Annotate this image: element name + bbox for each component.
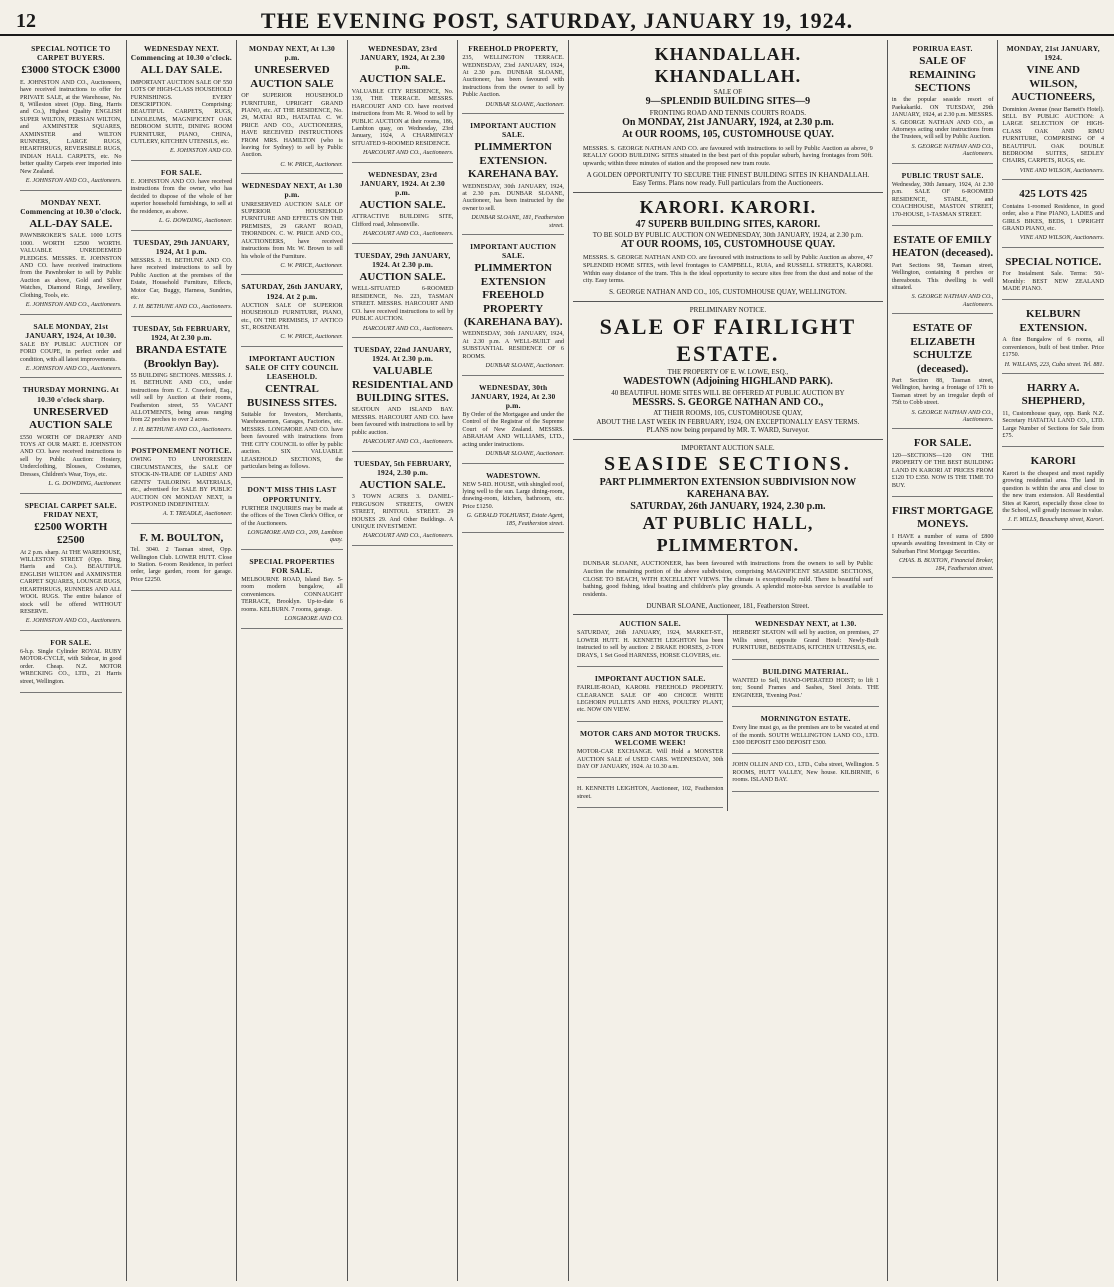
ad-signature: DUNBAR SLOANE, Auctioneer. — [485, 101, 564, 108]
advertisement — [131, 234, 233, 317]
ad-line: WADESTOWN (Adjoining HIGHLAND PARK). — [623, 376, 833, 388]
ad-title: ESTATE OF EMILY HEATON (deceased). — [892, 233, 994, 260]
ad-heading: SATURDAY, 26th JANUARY, 1924. At 2 p.m. — [241, 282, 343, 301]
advertisement — [732, 757, 878, 791]
ad-line: AT OUR ROOMS, 105, CUSTOMHOUSE QUAY. — [620, 239, 836, 251]
ad-heading: MOTOR CARS AND MOTOR TRUCKS. WELCOME WEEK! — [579, 728, 721, 747]
newspaper-title: THE EVENING POST, SATURDAY, JANUARY 19, 1924. — [260, 8, 854, 33]
ad-title: £2500 WORTH £2500 — [34, 520, 108, 547]
advertisement — [577, 781, 723, 808]
ad-title: UNRESERVED AUCTION SALE — [250, 64, 334, 90]
ad-body: 11, Customhouse quay, opp. Bank N.Z. Secretary HATAITAI LAND CO., LTD. Large Number of Sections for Sale from £75. — [1002, 410, 1105, 440]
ad-heading: SPECIAL NOTICE TO CARPET BUYERS. — [31, 44, 111, 63]
ad-signature: DUNBAR SLOANE, Auctioneer. — [485, 451, 564, 458]
ad-signature: S. GEORGE NATHAN AND CO., 105, CUSTOMHOUSE QUAY, WELLINGTON. — [609, 288, 847, 297]
ad-line: PART PLIMMERTON EXTENSION SUBDIVISION NOW KAREHANA BAY. — [599, 476, 857, 501]
ad-heading: DON'T MISS THIS LAST OPPORTUNITY. — [247, 485, 337, 504]
karori-ad — [573, 193, 883, 302]
advertisement — [352, 247, 454, 338]
ad-headline: KHANDALLAH. KHANDALLAH. — [654, 44, 802, 86]
ad-body: JOHN OLLIN AND CO., LTD., Cuba street, Wellington. 5 ROOMS, HUTT VALLEY, New house. KILBIRNIE, 6 rooms. ISLAND BAY. — [732, 762, 879, 784]
ad-signature: C. W. PRICE, Auctioneer. — [280, 262, 343, 269]
ad-headline: SALE OF FAIRLIGHT ESTATE. — [599, 314, 857, 367]
ad-title: ALL-DAY SALE. — [29, 217, 113, 230]
ad-title: AUCTION SALE. — [359, 199, 446, 212]
advertisement — [352, 40, 454, 163]
advertisement — [892, 500, 994, 578]
advertisement — [352, 341, 454, 452]
ad-signature: LONGMORE AND CO., 209, Lambton quay. — [247, 529, 343, 544]
ad-heading: TUESDAY, 5th FEBRUARY, 1924, At 2.30 p.m. — [132, 323, 231, 342]
ad-heading: THURSDAY MORNING. At 10.30 o'clock sharp. — [22, 385, 119, 404]
seaside-sections-ad — [573, 440, 883, 615]
ad-body: SALE BY PUBLIC AUCTION OF FORD COUPE, in perfect order and condition, with all latest improvements. — [20, 341, 122, 363]
ad-signature: VINE AND WILSON, Auctioneers. — [1019, 167, 1105, 174]
ad-heading: SPECIAL PROPERTIES FOR SALE. — [249, 556, 335, 575]
ad-title: HARRY A. SHEPHERD, — [1021, 381, 1085, 408]
advertisement — [131, 164, 233, 231]
ad-body: MESSRS. J. H. BETHUNE AND CO. have received instructions to sell by Public Auction at the premises of the Estate, Household Furniture, Effects, Motor Car, Buggy, Harness, Sundries, etc. — [130, 257, 233, 301]
ad-heading: FOR SALE. — [160, 167, 202, 177]
ad-heading: MONDAY, 21st JANUARY, 1924. — [1006, 44, 1100, 63]
advertisement — [462, 379, 564, 464]
ad-body: Suitable for Investors, Merchants, Warehousemen, Garages, Factories, etc. MESSRS. LONGMORE AND CO. have been favoured with instructions from THE CITY COUNCIL to offer by public auction. SIX VALUABLE LEASEHOLD SECTIONS, the particulars being as follows. — [241, 412, 343, 470]
ad-heading: TUESDAY, 29th JANUARY, 1924, At 1 p.m. — [133, 237, 230, 256]
ad-signature: J. H. BETHUNE AND CO., Auctioneers. — [132, 304, 233, 311]
ad-body: FAIRLIE-ROAD, KARORI. FREEHOLD PROPERTY. CLEARANCE SALE OF 400 CHOICE WHITE LEGHORN PULLETS AND HENS, POULTRY PLANT, etc. NOW ON VIEW. — [576, 685, 724, 714]
advertisement — [732, 615, 878, 659]
ad-body: SEATOUN AND ISLAND BAY. MESSRS. HARCOURT AND CO. have been favoured with instructions to sell by public auction. — [351, 407, 454, 436]
ad-heading: FREEHOLD PROPERTY, — [468, 44, 559, 53]
ad-signature: DUNBAR SLOANE, Auctioneer. — [485, 363, 564, 370]
ad-body: in the popular seaside resort of Paekakariki. ON TUESDAY, 29th JANUARY, 1924, at 2.30 p.m. MESSRS. S. GEORGE NATHAN AND CO., as Attorneys acting under instructions from the Trustees, will sell by Public Auction. — [891, 97, 994, 141]
advertisement — [20, 318, 122, 379]
ad-line: A GOLDEN OPPORTUNITY TO SECURE THE FINEST BUILDING SITES IN KHANDALLAH. — [586, 170, 870, 179]
ad-heading: WEDNESDAY NEXT, At 1.30 p.m. — [241, 181, 343, 200]
ad-body: Every line must go, as the premises are to be vacated at end of the month. SOUTH WELLINGTON LAND CO., LTD. £300 DEPOSIT £300 DEPOSIT £300. — [732, 725, 879, 746]
ad-body: By Order of the Mortgagee and under the Control of the Registrar of the Supreme Court of New Zealand. MESSRS. ABRAHAM AND WILLIAMS, LTD., acting under instructions. — [462, 411, 564, 448]
ad-signature: HARCOURT AND CO., Auctioneers. — [362, 325, 454, 332]
ad-body: Part Sections 98, Tasman street, Wellington, containing 8 perches or thereabouts. This dwelling is well situated. — [891, 262, 994, 292]
ad-body: £550 WORTH OF DRAPERY AND TOYS AT OUR MART. E. JOHNSTON AND CO. have received instructions to sell by Public Auction: Hosiery, Underclothing, Blouses, Costumes, Dresses, Children's Wear, Toys, etc. — [20, 434, 122, 478]
ad-line: THE PROPERTY OF E. W. LOWE, ESQ., — [667, 367, 789, 376]
ad-body: MESSRS. S. GEORGE NATHAN AND CO. are favoured with instructions to sell by Public Auction as above, 47 SPLENDID HOME SITES, with level frontages to CAMPBELL, RUIA, and RUSSELL STREETS, KARORI. Within easy distance of the tram. This is the ideal opportunity to secure sites free from the dust and noise of the city. Easy terms. — [582, 254, 873, 285]
ad-line: At OUR ROOMS, 105, CUSTOMHOUSE QUAY. — [621, 129, 834, 141]
column-4 — [348, 40, 459, 1281]
advertisement — [462, 467, 564, 534]
column-1 — [16, 40, 127, 1281]
ad-signature: S. GEORGE NATHAN AND CO., Auctioneers. — [911, 294, 994, 308]
ad-body: Karori is the cheapest and most rapidly growing residential area. The land in question is within the area and close to the new tram extension. All Residential Sites at Karori, especially those close to the School, will greatly increase in value. — [1002, 470, 1105, 514]
ad-headline: KARORI. KARORI. — [639, 196, 817, 217]
advertisement — [241, 177, 343, 275]
ad-title: FOR SALE. — [913, 437, 972, 450]
wide-split-columns — [573, 615, 883, 811]
ad-heading: MONDAY NEXT, At 1.30 p.m. — [248, 44, 335, 63]
ad-body: H. KENNETH LEIGHTON, Auctioneer, 102, Featherston street. — [576, 786, 724, 800]
ad-body: FURTHER INQUIRIES may be made at the offices of the Town Clerk's Office, or of the Auctioneers. — [241, 505, 343, 527]
ad-signature: A. T. TREADLE, Auctioneer. — [162, 511, 233, 518]
ad-line: AT PUBLIC HALL, PLIMMERTON. — [642, 513, 814, 556]
ad-line: PLANS now being prepared by MR. T. WARD, Surveyor. — [646, 426, 810, 435]
ad-body: At 2 p.m. sharp. At THE WAREHOUSE, WILLESTON STREET (Opp. Bing, Harris and Co.). BEAUTIFUL ENGLISH WILTON and AXMINSTER CARPET SQUARES, LOUNGE RUGS, HEARTHRUGS, RUNNERS AND ALL WOOL RUGS. The entire balance of stock will be offered WITHOUT RESERVE. — [20, 549, 122, 615]
ad-body: A fine Bungalow of 6 rooms, all conveniences, built of best timber. Price £1750. — [1002, 337, 1105, 359]
ad-signature: HARCOURT AND CO., Auctioneers. — [362, 150, 454, 157]
advertisement — [20, 497, 122, 631]
ad-body: SATURDAY, 26th JANUARY, 1924, MARKET-ST., LOWER HUTT. H. KENNETH LEIGHTON has been instructed to sell by auction: 2 BRAKE HORSES, 2-TON DRAYS, 1 Set Good HARNESS, HORSE CLOVERS, etc. — [576, 630, 724, 659]
ad-signature: C. W. PRICE, Auctioneer. — [280, 334, 343, 341]
ad-line: 47 SUPERB BUILDING SITES, KARORI. — [635, 218, 821, 230]
ad-heading: BUILDING MATERIAL. — [762, 666, 849, 676]
ad-body: Tel. 3040. 2 Tasman street, Opp. Wellington Club. LOWER HUTT. Close to Station. 6-room Residence, in perfect order, large garden, room for garage. Price £2250. — [130, 547, 233, 583]
advertisement — [892, 432, 994, 497]
ad-signature: E. JOHNSTON AND CO., Auctioneers. — [25, 178, 122, 185]
ad-title: AUCTION SALE. — [359, 73, 446, 86]
ad-line: SALE OF — [713, 87, 742, 96]
ad-body: OWING TO UNFORESEEN CIRCUMSTANCES, the SALE OF STOCK-IN-TRADE OF LADIES' AND GENTS' TAILORING MATERIALS, etc., advertised for SALE BY PUBLIC AUCTION ON MONDAY NEXT, is POSTPONED INDEFINITELY. — [130, 457, 233, 508]
advertisement — [577, 615, 723, 667]
advertisement — [241, 40, 343, 174]
ad-body: WANTED to Sell, HAND-OPERATED HOIST; to lift 1 ton; Sound Frames and Sashes, Steel Joists. THE ENGINEER, 'Evening Post.' — [732, 677, 879, 699]
advertisement — [732, 710, 878, 754]
ad-heading: WEDNESDAY NEXT, at 1.30. — [754, 619, 857, 629]
wide-advertisement-block — [569, 40, 888, 1281]
advertisement — [352, 455, 454, 546]
ad-heading: IMPORTANT AUCTION SALE. — [470, 121, 557, 140]
advertisement — [1002, 450, 1104, 529]
ad-title: KARORI — [1030, 455, 1076, 468]
ad-heading: WEDNESDAY NEXT. Commencing at 10.30 o'clock. — [130, 44, 232, 63]
column-8 — [998, 40, 1108, 1281]
ad-signature: J. H. BETHUNE AND CO., Auctioneers. — [132, 426, 233, 433]
advertisement — [462, 117, 564, 235]
ad-title: VALUABLE RESIDENTIAL AND BUILDING SITES. — [351, 365, 454, 405]
ad-heading: POSTPONEMENT NOTICE. — [131, 446, 232, 456]
ad-title: AUCTION SALE. — [359, 478, 446, 491]
ad-title: F. M. BOULTON, — [139, 531, 224, 544]
ad-body: MOTOR-CAR EXCHANGE. Will Hold a MONSTER AUCTION SALE of USED CARS. WEDNESDAY, 30th DAY OF JANUARY, 1924. At 10.30 a.m. — [576, 749, 724, 770]
ad-line: On MONDAY, 21st JANUARY, 1924, at 2.30 p.m. — [622, 117, 834, 129]
ad-heading: IMPORTANT AUCTION SALE. — [594, 674, 706, 684]
ad-signature: HARCOURT AND CO., Auctioneers. — [362, 533, 454, 540]
advertisement — [1002, 251, 1104, 301]
ad-heading: MONDAY NEXT. Commencing at 10.30 o'clock. — [20, 197, 122, 216]
advertisement — [131, 527, 233, 592]
ad-title: AUCTION SALE. — [359, 271, 446, 283]
ad-line: ABOUT THE LAST WEEK IN FEBRUARY, 1924, ON EXCEPTIONALLY EASY TERMS. — [596, 417, 860, 426]
ad-signature: L. G. DOWDING, Auctioneer. — [159, 218, 233, 225]
column-7 — [888, 40, 999, 1281]
ad-body: UNRESERVED AUCTION SALE OF SUPERIOR HOUSEHOLD FURNITURE AND EFFECTS ON THE PREMISES, 29 GRANT ROAD, THORNDON. C. W. PRICE AND CO., AUCTIONEERS, have received instructions from Mr. W. Brown to sell his whole of the Furniture. — [241, 201, 343, 260]
ad-signature: G. GERALD TOLHURST, Estate Agent, 185, Featherston street. — [466, 513, 564, 527]
ad-heading: WEDNESDAY, 23rd JANUARY, 1924, At 2.30 p.m. — [360, 44, 445, 72]
ad-signature: HARCOURT AND CO., Auctioneers. — [362, 439, 454, 446]
ad-signature: S. GEORGE NATHAN AND CO., Auctioneers. — [911, 409, 994, 424]
advertisement — [241, 350, 343, 479]
ad-signature: CHAS. B. BUXTON, Financial Broker, 184, Featherston street. — [898, 558, 994, 572]
ad-body: E. JOHNSTON AND CO., Auctioneers, have received instructions to offer for PRIVATE SALE, at the Warehouse, No. 8, Willeston street (Opp. Bing, Harris and Co.), Highest Quality ENGLISH SUPER WILTON, PERSIAN WILTON, and AXMINSTER SQUARES, AXMINSTER and WILTON RUNNERS, LARGE RUGS, HEARTHRUGS, REVERSIBLE RUGS, INDIAN HALL CARPETS, etc. No better quality Carpets ever imported into New Zealand. — [20, 79, 122, 175]
ad-title: BRANDA ESTATE (Brooklyn Bay). — [135, 344, 227, 370]
ad-title: FIRST MORTGAGE MONEYS. — [892, 505, 994, 531]
advertisement — [577, 725, 723, 779]
advertisement — [131, 320, 233, 439]
ad-line: SATURDAY, 26th JANUARY, 1924, 2.30 p.m. — [630, 501, 826, 513]
ad-body: 120—SECTIONS—120 ON THE PROPERTY OF THE BEST BUILDING LAND IN KARORI AT PRICES FROM £120 TO £350. NOW IS THE TIME TO BUY. — [891, 452, 994, 489]
ad-signature: S. GEORGE NATHAN AND CO., Auctioneers. — [911, 143, 994, 158]
ad-line: 40 BEAUTIFUL HOME SITES WILL BE OFFERED AT PUBLIC AUCTION BY — [611, 388, 845, 397]
advertisement — [131, 442, 233, 524]
ad-body: ATTRACTIVE BUILDING SITE, Clifford road, Johnsonville. — [351, 214, 454, 228]
ad-body: PAWNBROKER'S SALE. 1000 LOTS 1000. WORTH £2500 WORTH. VALUABLE UNREDEEMED PLEDGES. MESSRS. E. JOHNSTON AND CO. have received instructions from the Pawnbroker to sell by Public Auction as above, Gold and Silver Watches, Diamond Rings, Jewellery, Clothing, Tools, etc. — [20, 233, 122, 299]
ad-title: VINE AND WILSON, AUCTIONEERS, — [1011, 64, 1095, 104]
ad-body: 55 BUILDING SECTIONS. MESSRS. J. H. BETHUNE AND CO., under instructions from C. J. Crawford, Esq., will sell by Auction at their rooms, Featherston street, 55 VACANT ALLOTMENTS, being areas ranging from 22 perches to over 2 acres. — [130, 372, 233, 424]
ad-body: AUCTION SALE OF SUPERIOR HOUSEHOLD FURNITURE, PIANO, etc., ON THE PREMISES, 17 ANTICO ST., ROSENEATH. — [241, 302, 343, 331]
masthead — [0, 0, 1114, 36]
ad-heading: IMPORTANT AUCTION SALE OF CITY COUNCIL LEASEHOLD. — [245, 353, 339, 382]
advertisement — [732, 663, 878, 707]
ad-signature: E. JOHNSTON AND CO., Auctioneers. — [25, 302, 122, 309]
ad-signature: DUNBAR SLOANE, Auctioneer, 181, Featherston Street. — [646, 601, 810, 610]
ad-heading: AUCTION SALE. — [619, 619, 681, 629]
ad-signature: E. JOHNSTON AND CO. — [169, 148, 233, 155]
advertisement — [352, 166, 454, 244]
wide-left-column — [573, 615, 728, 811]
ad-title: £3000 STOCK £3000 — [21, 64, 121, 77]
advertisement — [1002, 377, 1104, 448]
advertisement — [20, 381, 122, 493]
advertisement — [462, 238, 564, 375]
ad-body: 235, WELLINGTON TERRACE. WEDNESDAY, 23rd JANUARY, 1924, At 2.30 p.m. DUNBAR SLOANE, Auctioneer, has been favoured with instructions from the owner to sell by Public Auction. — [462, 55, 564, 99]
column-5 — [458, 40, 569, 1281]
ad-line: IMPORTANT AUCTION SALE. — [681, 443, 775, 452]
ad-body: For Instalment Sale. Terms: 50/- Monthly: BEST NEW ZEALAND MADE PIANO. — [1002, 271, 1105, 293]
advertisement — [20, 40, 122, 191]
advertisement — [892, 229, 994, 314]
ad-heading: WEDNESDAY, 23rd JANUARY, 1924. At 2.30 p.m. — [360, 169, 445, 197]
ad-heading: TUESDAY, 29th JANUARY, 1924. At 2.30 p.m. — [354, 250, 451, 269]
advertisement — [241, 278, 343, 346]
ad-line: MESSRS. S. GEORGE NATHAN AND CO., — [632, 397, 824, 409]
ad-body: HERBERT SEATON will sell by auction, on premises, 27 Willis street, opposite Grand Hotel: Newly-Built FURNITURE, BEDSTEADS, KITCHEN UTENSILS, etc. — [732, 630, 879, 652]
ad-body: VALUABLE CITY RESIDENCE, No. 139, THE TERRACE. MESSRS. HARCOURT AND CO. have received instructions from Mr. R. Wood to sell by PUBLIC AUCTION at their rooms, 186, Lambton quay, on Wednesday, 23rd January, 1924, A CHARMINGLY SITUATED 9-ROOMED RESIDENCE. — [351, 88, 454, 147]
ad-signature: DUNBAR SLOANE, 181, Featherston street. — [471, 215, 564, 229]
ad-heading: FOR SALE. — [50, 637, 92, 647]
ad-body: 6-h.p. Single Cylinder ROYAL RUBY MOTOR-CYCLE, with Sidecar, in good order. Cheap. N.Z. MOTOR WRECKING CO., LTD., 21 Harris street, Wellington. — [20, 648, 122, 685]
ad-title: PLIMMERTON EXTENSION. KAREHANA BAY. — [468, 141, 559, 181]
advertisement — [892, 167, 994, 226]
ad-body: Contains 1-roomed Residence, in good order, also a Fine PIANO, LADIES and GIRLS BIKES, BEDS, 1 UPRIGHT GRAND PIANO, etc. — [1002, 203, 1105, 232]
ad-heading: SALE MONDAY, 21st JANUARY, 1924, At 10.30. — [25, 321, 117, 340]
ad-heading: PUBLIC TRUST SALE. — [901, 170, 984, 180]
ad-title: SALE OF REMAINING SECTIONS — [909, 55, 976, 94]
ad-line: 9—SPLENDID BUILDING SITES—9 — [645, 96, 811, 108]
ad-title: UNRESERVED AUCTION SALE — [29, 405, 113, 432]
advertisement — [20, 194, 122, 315]
ad-line: Easy Terms. Plans now ready. Full particulars from the Auctioneers. — [632, 179, 824, 188]
ad-body: Dominion Avenue (near Barnett's Hotel). SELL BY PUBLIC AUCTION: A LARGE SELECTION OF HIGH-CLASS OAK AND RIMU FURNITURE, COMPRISING OF 4 BEAUTIFUL OAK DOUBLE BEDROOM SUITES, SEDLEY CHAIRS, CARPETS, RUGS, etc. — [1002, 106, 1105, 165]
ad-heading: WADESTOWN. — [486, 470, 541, 480]
ad-heading: TUESDAY, 22nd JANUARY, 1924. At 2.30 p.m. — [353, 344, 452, 364]
khandallah-ad — [573, 40, 883, 193]
ad-signature: C. W. PRICE, Auctioneer. — [280, 161, 343, 168]
advertisement — [462, 40, 564, 114]
ad-signature: J. F. MILLS, Beauchamp street, Karori. — [1007, 517, 1105, 524]
ad-signature: H. WILLANS, 223, Cuba street. Tel. 881. — [1004, 361, 1105, 368]
ad-heading: PORIRUA EAST. — [912, 44, 973, 53]
columns — [16, 40, 1108, 1281]
ad-heading: MORNINGTON ESTATE. — [760, 714, 851, 723]
advertisement — [131, 40, 233, 161]
ad-headline: SEASIDE SECTIONS. — [604, 453, 852, 476]
ad-heading: SPECIAL CARPET SALE. FRIDAY NEXT, — [24, 500, 117, 519]
advertisement — [892, 317, 994, 429]
ad-body: E. JOHNSTON AND CO. have received instructions from the owner, who has decided to dispose of the whole of her superior household furnishings, to sell at the residence, as above. — [130, 179, 233, 215]
ad-body: Part Section 88, Tasman street, Wellington, having a frontage of 17ft to Tasman street by an irregular depth of 75ft to Cobb street. — [891, 377, 994, 407]
ad-heading: WEDNESDAY, 30th JANUARY, 1924, At 2.30 p.m. — [470, 382, 556, 410]
ad-line: PRELIMINARY NOTICE. — [689, 305, 767, 314]
ad-signature: E. JOHNSTON AND CO., Auctioneers. — [25, 618, 122, 625]
ad-signature: E. JOHNSTON AND CO., Auctioneers. — [25, 366, 122, 373]
advertisement — [241, 553, 343, 629]
advertisement — [1002, 40, 1104, 180]
ad-body: WEDNESDAY, 30th JANUARY, 1924, at 2.30 p.m. DUNBAR SLOANE, Auctioneer, has been instructed by the owner to sell. — [462, 183, 564, 212]
ad-heading: IMPORTANT AUCTION SALE. — [470, 242, 557, 261]
ad-title: KELBURN EXTENSION. — [1019, 308, 1087, 334]
advertisement — [1002, 183, 1104, 248]
ad-body: 3 TOWN ACRES 3. DANIEL-FERGUSON STREETS, OWEN STREET, RINTOUL STREET. 29 HOUSES 29. And Other Buildings. A UNIQUE INVESTMENT. — [351, 494, 454, 530]
ad-body: Wednesday, 30th January, 1924, At 2.30 p.m. SALE OF 6-ROOMED RESIDENCE, STABLE, and COACHHOUSE, MASTON STREET, 170-HOUSE, 1-TASMAN STREET. — [891, 181, 994, 218]
ad-title: CENTRAL BUSINESS SITES. — [247, 383, 337, 409]
ad-body: DUNBAR SLOANE, AUCTIONEER, has been favoured with instructions from the owners to sell by Public Auction the remaining portion of the above subdivision, comprising MAGNIFICENT SEASIDE SECTIONS, CLOSE TO BEACH, WITH EXCELLENT VIEWS. The climate is exceptionally mild. There is beautiful surf bathing, good fishing, ideal boating and children's play grounds. A splendid motor-bus service is available to residents. — [582, 560, 873, 598]
ad-line: AT THEIR ROOMS, 105, CUSTOMHOUSE QUAY, — [653, 409, 803, 418]
advertisement — [892, 40, 994, 164]
advertisement — [241, 481, 343, 549]
ad-body: MELBOURNE ROAD, Island Bay. 5-room modern bungalow, all conveniences. CONNAUGHT TERRACE, Brooklyn. Up-to-date 6 rooms. KELBURN. 7 rooms, garage. — [241, 577, 343, 613]
wide-right-column — [728, 615, 882, 811]
ad-body: WELL-SITUATED 6-ROOMED RESIDENCE, No. 223, TASMAN STREET. MESSRS. HARCOURT AND CO. have received instructions to sell by PUBLIC AUCTION. — [351, 286, 454, 323]
ad-line: FRONTING ROAD AND TENNIS COURTS ROADS. — [649, 108, 806, 117]
ad-body: OF SUPERIOR HOUSEHOLD FURNITURE, UPRIGHT GRAND PIANO, etc. AT THE RESIDENCE, No. 29, MATAI RD., HATAITAI. C. W. PRICE AND CO., AUCTIONEERS, HAVE RECEIVED INSTRUCTIONS FROM MRS. HAMILTON (who is leaving for Sydney) to sell by Public Auction. — [241, 93, 343, 159]
column-2 — [127, 40, 238, 1281]
ad-body: WEDNESDAY, 30th JANUARY, 1924, At 2.30 p.m. A WELL-BUILT and SUBSTANTIAL RESIDENCE OF 6 ROOMS. — [462, 331, 564, 360]
fairlight-estate-ad — [573, 302, 883, 440]
advertisement — [20, 634, 122, 693]
ad-title: 425 LOTS 425 — [1019, 188, 1088, 201]
ad-body: I HAVE a number of sums of £800 upwards awaiting Investment in City or Suburban First Mortgage Securities. — [891, 533, 994, 555]
ad-body: MESSRS. S. GEORGE NATHAN AND CO. are favoured with instructions to sell by Public Auction as above, 9 REALLY GOOD BUILDING SITES situated in the best part of this popular suburb, having frontages from 50ft. upwards; within three minutes of station and the proposed new tram route. — [582, 144, 873, 167]
ad-body: IMPORTANT AUCTION SALE OF 550 LOTS OF HIGH-CLASS HOUSEHOLD FURNISHINGS. EVERY DESCRIPTION. Comprising: BEAUTIFUL CARPETS, RUGS, LINOLEUMS, MAGNIFICENT OAK BEDROOM SUITE, DINING ROOM FURNITURE, PIANO, CHINA, CUTLERY, KITCHEN UTENSILS, etc. — [130, 79, 233, 146]
ad-title: ESTATE OF ELIZABETH SCHULTZE (deceased). — [910, 322, 976, 375]
ad-signature: LONGMORE AND CO. — [284, 616, 343, 623]
ad-signature: L. G. DOWDING, Auctioneer. — [48, 481, 122, 488]
ad-title: PLIMMERTON EXTENSION FREEHOLD PROPERTY (KAREHANA BAY). — [463, 262, 563, 329]
ad-title: ALL DAY SALE. — [140, 64, 223, 77]
page-number: 12 — [16, 10, 36, 32]
advertisement — [577, 670, 723, 722]
ad-body: NEW 5-RD. HOUSE, with shingled roof, lying well to the sun. Large dining-room, drawing-room, kitchen, bathroom, etc. Price £1250. — [462, 481, 564, 510]
ad-signature: VINE AND WILSON, Auctioneers. — [1019, 235, 1105, 242]
ad-title: SPECIAL NOTICE. — [1005, 255, 1102, 268]
ad-heading: TUESDAY, 5th FEBRUARY, 1924, 2.30 p.m. — [353, 458, 452, 477]
ad-line: TO BE SOLD BY PUBLIC AUCTION ON WEDNESDAY, 30th JANUARY, 1924, at 2.30 p.m. — [592, 230, 864, 239]
column-3 — [237, 40, 348, 1281]
advertisement — [1002, 303, 1104, 374]
ad-signature: HARCOURT AND CO., Auctioneers. — [362, 231, 454, 238]
